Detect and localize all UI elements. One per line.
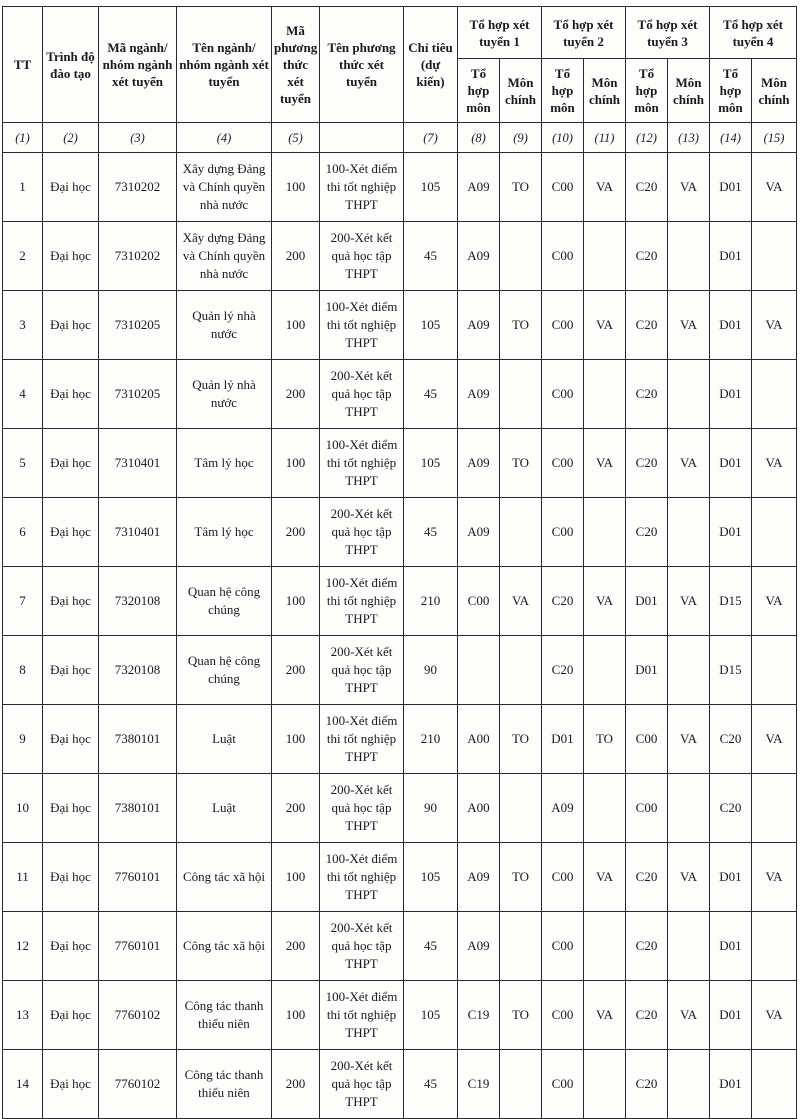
cell-level: Đại học (43, 429, 99, 498)
cell-main-3 (668, 1050, 710, 1119)
header-method-name: Tên phương thức xét tuyển (320, 7, 404, 123)
cell-combo-3: C20 (626, 843, 668, 912)
column-number: (7) (404, 123, 458, 153)
cell-main-4: VA (752, 567, 797, 636)
cell-combo-4: D01 (710, 291, 752, 360)
cell-main-1: TO (500, 843, 542, 912)
cell-main-3: VA (668, 705, 710, 774)
cell-quota: 105 (404, 429, 458, 498)
cell-major-code: 7380101 (99, 774, 177, 843)
cell-major-name: Công tác xã hội (177, 912, 272, 981)
cell-tt: 11 (3, 843, 43, 912)
cell-major-code: 7760101 (99, 843, 177, 912)
table-row (3, 567, 797, 636)
cell-main-3 (668, 360, 710, 429)
column-number: (1) (3, 123, 43, 153)
cell-combo-1: A09 (458, 843, 500, 912)
cell-combo-1: A00 (458, 774, 500, 843)
cell-main-4 (752, 912, 797, 981)
cell-main-2: VA (584, 981, 626, 1050)
cell-main-3 (668, 498, 710, 567)
cell-level: Đại học (43, 774, 99, 843)
cell-main-1: TO (500, 291, 542, 360)
cell-major-code: 7760102 (99, 981, 177, 1050)
cell-method-code: 100 (272, 291, 320, 360)
table-row (3, 360, 797, 429)
cell-major-code: 7310202 (99, 222, 177, 291)
cell-combo-2: C00 (542, 912, 584, 981)
cell-combo-2: C00 (542, 222, 584, 291)
cell-combo-3: C20 (626, 153, 668, 222)
cell-method-code: 100 (272, 843, 320, 912)
cell-level: Đại học (43, 705, 99, 774)
header-quota: Chỉ tiêu (dự kiến) (404, 7, 458, 123)
table-row (3, 636, 797, 705)
cell-combo-1: A09 (458, 912, 500, 981)
cell-tt: 8 (3, 636, 43, 705)
header-combo-subject: Tổ hợp môn (458, 59, 500, 123)
cell-major-name: Xây dựng Đảng và Chính quyền nhà nước (177, 222, 272, 291)
cell-main-3: VA (668, 843, 710, 912)
column-number-row (3, 123, 797, 153)
cell-major-name: Quan hệ công chúng (177, 636, 272, 705)
cell-level: Đại học (43, 981, 99, 1050)
cell-method-name: 200-Xét kết quả học tập THPT (320, 1050, 404, 1119)
cell-level: Đại học (43, 843, 99, 912)
cell-combo-3: C20 (626, 291, 668, 360)
header-level: Trình độ đào tạo (43, 7, 99, 123)
cell-method-name: 100-Xét điểm thi tốt nghiệp THPT (320, 981, 404, 1050)
cell-combo-2: D01 (542, 705, 584, 774)
cell-quota: 105 (404, 153, 458, 222)
cell-combo-2: C00 (542, 981, 584, 1050)
cell-combo-4: D15 (710, 567, 752, 636)
column-number: (13) (668, 123, 710, 153)
column-number: (9) (500, 123, 542, 153)
cell-main-2 (584, 222, 626, 291)
cell-method-name: 100-Xét điểm thi tốt nghiệp THPT (320, 291, 404, 360)
cell-combo-2: C00 (542, 360, 584, 429)
cell-tt: 7 (3, 567, 43, 636)
cell-major-name: Luật (177, 705, 272, 774)
cell-tt: 5 (3, 429, 43, 498)
cell-combo-2: C00 (542, 1050, 584, 1119)
table-row (3, 429, 797, 498)
cell-tt: 14 (3, 1050, 43, 1119)
cell-major-code: 7310401 (99, 498, 177, 567)
cell-combo-4: D01 (710, 429, 752, 498)
cell-main-4 (752, 498, 797, 567)
header-method-code: Mã phương thức xét tuyển (272, 7, 320, 123)
cell-main-1: TO (500, 153, 542, 222)
cell-combo-4: D15 (710, 636, 752, 705)
cell-major-code: 7310401 (99, 429, 177, 498)
table-row (3, 153, 797, 222)
header-main-subject: Môn chính (752, 59, 797, 123)
cell-combo-3: C20 (626, 360, 668, 429)
header-combo-subject: Tổ hợp môn (626, 59, 668, 123)
cell-major-code: 7320108 (99, 567, 177, 636)
cell-combo-4: D01 (710, 843, 752, 912)
cell-combo-3: C20 (626, 498, 668, 567)
column-number: (3) (99, 123, 177, 153)
cell-method-name: 200-Xét kết quả học tập THPT (320, 498, 404, 567)
cell-combo-4: D01 (710, 981, 752, 1050)
cell-major-code: 7760102 (99, 1050, 177, 1119)
cell-combo-2: C00 (542, 429, 584, 498)
cell-combo-2: C20 (542, 567, 584, 636)
header-combo-1: Tổ hợp xét tuyển 1 (458, 7, 542, 59)
cell-combo-2: C00 (542, 291, 584, 360)
cell-major-code: 7320108 (99, 636, 177, 705)
cell-method-name: 100-Xét điểm thi tốt nghiệp THPT (320, 843, 404, 912)
cell-level: Đại học (43, 1050, 99, 1119)
cell-combo-3: C20 (626, 222, 668, 291)
cell-level: Đại học (43, 360, 99, 429)
cell-main-2: VA (584, 153, 626, 222)
cell-main-2: VA (584, 429, 626, 498)
cell-method-name: 100-Xét điểm thi tốt nghiệp THPT (320, 567, 404, 636)
cell-major-name: Quản lý nhà nước (177, 360, 272, 429)
cell-main-1 (500, 222, 542, 291)
cell-main-2: TO (584, 705, 626, 774)
header-main-subject: Môn chính (584, 59, 626, 123)
column-number: (10) (542, 123, 584, 153)
cell-combo-3: C20 (626, 981, 668, 1050)
cell-main-1: TO (500, 981, 542, 1050)
table-body (3, 153, 797, 1119)
cell-major-code: 7310205 (99, 291, 177, 360)
cell-major-code: 7310202 (99, 153, 177, 222)
header-combo-subject: Tổ hợp môn (542, 59, 584, 123)
header-combo-4: Tổ hợp xét tuyển 4 (710, 7, 797, 59)
cell-tt: 2 (3, 222, 43, 291)
cell-method-code: 200 (272, 636, 320, 705)
cell-main-2 (584, 360, 626, 429)
table-header (3, 7, 797, 153)
cell-main-1 (500, 774, 542, 843)
cell-main-2: VA (584, 291, 626, 360)
cell-main-3: VA (668, 153, 710, 222)
cell-quota: 105 (404, 843, 458, 912)
cell-main-4: VA (752, 843, 797, 912)
header-major-code: Mã ngành/ nhóm ngành xét tuyển (99, 7, 177, 123)
table-row (3, 705, 797, 774)
cell-major-name: Công tác thanh thiếu niên (177, 1050, 272, 1119)
cell-combo-1: A09 (458, 291, 500, 360)
header-tt: TT (3, 7, 43, 123)
cell-quota: 45 (404, 912, 458, 981)
cell-combo-3: D01 (626, 567, 668, 636)
cell-combo-3: C20 (626, 912, 668, 981)
cell-combo-4: D01 (710, 912, 752, 981)
cell-tt: 1 (3, 153, 43, 222)
cell-combo-2: C00 (542, 498, 584, 567)
cell-main-4 (752, 1050, 797, 1119)
cell-level: Đại học (43, 567, 99, 636)
cell-combo-2: C00 (542, 843, 584, 912)
cell-major-name: Luật (177, 774, 272, 843)
cell-combo-4: D01 (710, 222, 752, 291)
cell-method-code: 200 (272, 774, 320, 843)
cell-combo-1: C00 (458, 567, 500, 636)
cell-main-4 (752, 360, 797, 429)
cell-quota: 105 (404, 981, 458, 1050)
cell-method-code: 200 (272, 498, 320, 567)
cell-combo-3: C00 (626, 705, 668, 774)
table-row (3, 981, 797, 1050)
cell-method-code: 200 (272, 1050, 320, 1119)
cell-combo-1: C19 (458, 981, 500, 1050)
cell-main-3 (668, 222, 710, 291)
cell-combo-1: A09 (458, 498, 500, 567)
cell-main-1 (500, 360, 542, 429)
cell-main-3: VA (668, 981, 710, 1050)
table-row (3, 291, 797, 360)
cell-combo-1: C19 (458, 1050, 500, 1119)
header-combo-3: Tổ hợp xét tuyển 3 (626, 7, 710, 59)
cell-quota: 90 (404, 774, 458, 843)
table-row (3, 843, 797, 912)
cell-method-name: 100-Xét điểm thi tốt nghiệp THPT (320, 429, 404, 498)
cell-main-3 (668, 636, 710, 705)
cell-combo-4: D01 (710, 153, 752, 222)
cell-quota: 210 (404, 705, 458, 774)
table-row (3, 1050, 797, 1119)
cell-main-4: VA (752, 429, 797, 498)
cell-main-3: VA (668, 429, 710, 498)
cell-combo-2: A09 (542, 774, 584, 843)
cell-combo-4: D01 (710, 498, 752, 567)
header-combo-2: Tổ hợp xét tuyển 2 (542, 7, 626, 59)
cell-combo-1: A09 (458, 360, 500, 429)
cell-combo-1: A09 (458, 429, 500, 498)
cell-combo-1 (458, 636, 500, 705)
cell-combo-2: C00 (542, 153, 584, 222)
cell-level: Đại học (43, 498, 99, 567)
cell-main-1 (500, 498, 542, 567)
header-major-name: Tên ngành/ nhóm ngành xét tuyển (177, 7, 272, 123)
cell-main-4: VA (752, 705, 797, 774)
cell-method-code: 100 (272, 567, 320, 636)
cell-major-code: 7760101 (99, 912, 177, 981)
cell-main-3 (668, 912, 710, 981)
cell-quota: 105 (404, 291, 458, 360)
cell-main-1: TO (500, 429, 542, 498)
cell-combo-4: D01 (710, 1050, 752, 1119)
header-combo-subject: Tổ hợp môn (710, 59, 752, 123)
cell-quota: 45 (404, 498, 458, 567)
table-row (3, 912, 797, 981)
table-row (3, 498, 797, 567)
cell-main-3: VA (668, 291, 710, 360)
cell-main-2 (584, 636, 626, 705)
table-row (3, 222, 797, 291)
cell-quota: 45 (404, 222, 458, 291)
cell-tt: 6 (3, 498, 43, 567)
cell-major-name: Quan hệ công chúng (177, 567, 272, 636)
cell-quota: 45 (404, 360, 458, 429)
cell-combo-2: C20 (542, 636, 584, 705)
cell-combo-4: C20 (710, 705, 752, 774)
column-number: (12) (626, 123, 668, 153)
cell-tt: 9 (3, 705, 43, 774)
cell-main-2 (584, 912, 626, 981)
cell-main-3: VA (668, 567, 710, 636)
cell-method-name: 200-Xét kết quả học tập THPT (320, 774, 404, 843)
cell-main-4 (752, 222, 797, 291)
cell-major-code: 7310205 (99, 360, 177, 429)
cell-main-4: VA (752, 981, 797, 1050)
cell-method-name: 100-Xét điểm thi tốt nghiệp THPT (320, 705, 404, 774)
cell-main-1: VA (500, 567, 542, 636)
column-number: (2) (43, 123, 99, 153)
column-number: (11) (584, 123, 626, 153)
column-number (320, 123, 404, 153)
cell-method-code: 100 (272, 981, 320, 1050)
cell-combo-1: A00 (458, 705, 500, 774)
cell-level: Đại học (43, 153, 99, 222)
cell-tt: 4 (3, 360, 43, 429)
cell-method-code: 200 (272, 912, 320, 981)
cell-combo-3: D01 (626, 636, 668, 705)
cell-tt: 3 (3, 291, 43, 360)
header-main-subject: Môn chính (668, 59, 710, 123)
cell-tt: 10 (3, 774, 43, 843)
cell-combo-4: C20 (710, 774, 752, 843)
cell-method-code: 100 (272, 429, 320, 498)
column-number: (4) (177, 123, 272, 153)
cell-method-name: 200-Xét kết quả học tập THPT (320, 222, 404, 291)
cell-method-code: 100 (272, 705, 320, 774)
cell-main-1 (500, 636, 542, 705)
cell-main-2: VA (584, 567, 626, 636)
cell-main-2: VA (584, 843, 626, 912)
cell-tt: 13 (3, 981, 43, 1050)
cell-method-code: 200 (272, 360, 320, 429)
cell-major-name: Công tác xã hội (177, 843, 272, 912)
cell-combo-1: A09 (458, 153, 500, 222)
column-number: (5) (272, 123, 320, 153)
cell-main-1: TO (500, 705, 542, 774)
cell-level: Đại học (43, 636, 99, 705)
cell-major-name: Tâm lý học (177, 498, 272, 567)
cell-method-code: 200 (272, 222, 320, 291)
column-number: (14) (710, 123, 752, 153)
cell-level: Đại học (43, 912, 99, 981)
cell-major-name: Tâm lý học (177, 429, 272, 498)
cell-quota: 210 (404, 567, 458, 636)
column-number: (8) (458, 123, 500, 153)
cell-tt: 12 (3, 912, 43, 981)
cell-main-1 (500, 912, 542, 981)
cell-level: Đại học (43, 222, 99, 291)
cell-major-name: Công tác thanh thiếu niên (177, 981, 272, 1050)
cell-combo-4: D01 (710, 360, 752, 429)
table-row (3, 774, 797, 843)
cell-quota: 45 (404, 1050, 458, 1119)
cell-combo-3: C20 (626, 429, 668, 498)
cell-main-1 (500, 1050, 542, 1119)
cell-main-3 (668, 774, 710, 843)
cell-main-4 (752, 636, 797, 705)
cell-major-name: Quản lý nhà nước (177, 291, 272, 360)
cell-main-2 (584, 774, 626, 843)
admission-table (2, 6, 797, 1119)
cell-main-4: VA (752, 291, 797, 360)
cell-method-name: 200-Xét kết quả học tập THPT (320, 636, 404, 705)
header-main-subject: Môn chính (500, 59, 542, 123)
cell-major-name: Xây dựng Đảng và Chính quyền nhà nước (177, 153, 272, 222)
cell-method-code: 100 (272, 153, 320, 222)
cell-combo-3: C20 (626, 1050, 668, 1119)
cell-level: Đại học (43, 291, 99, 360)
cell-combo-1: A09 (458, 222, 500, 291)
cell-main-4: VA (752, 153, 797, 222)
cell-quota: 90 (404, 636, 458, 705)
cell-method-name: 200-Xét kết quả học tập THPT (320, 360, 404, 429)
cell-main-2 (584, 1050, 626, 1119)
cell-method-name: 100-Xét điểm thi tốt nghiệp THPT (320, 153, 404, 222)
cell-combo-3: C00 (626, 774, 668, 843)
column-number: (15) (752, 123, 797, 153)
cell-main-4 (752, 774, 797, 843)
cell-method-name: 200-Xét kết quả học tập THPT (320, 912, 404, 981)
cell-major-code: 7380101 (99, 705, 177, 774)
cell-main-2 (584, 498, 626, 567)
